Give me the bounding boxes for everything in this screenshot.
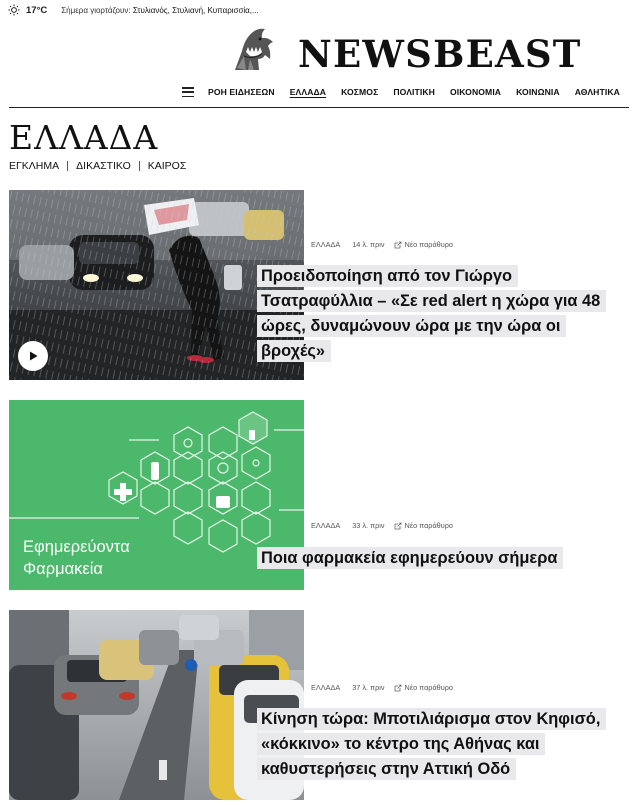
article-category[interactable]: ΕΛΛΑΔΑ — [311, 240, 341, 249]
subcategory-court[interactable]: ΔΙΚΑΣΤΙΚΟ — [76, 160, 131, 172]
nav-item-society[interactable]: ΚΟΙΝΩΝΙΑ — [516, 87, 560, 97]
nav-item-greece[interactable]: ΕΛΛΑΔΑ — [289, 87, 327, 97]
article-time: 37 λ. πριν — [352, 683, 385, 692]
headline-text: Κίνηση τώρα: Μποτιλιάρισμα στον Κηφισό, «κόκκινο» το κέντρο της Αθήνας και καθυστερήσεις στην Αττική Οδό — [257, 708, 606, 780]
namedays[interactable] — [61, 6, 258, 15]
open-new-window-link[interactable] — [394, 521, 453, 530]
article-card[interactable] — [9, 610, 629, 800]
hamburger-menu-icon[interactable] — [182, 87, 194, 97]
article-meta — [311, 683, 453, 692]
external-link-icon — [394, 241, 402, 249]
nav-item-politics[interactable]: ΠΟΛΙΤΙΚΗ — [393, 87, 435, 97]
nav-item-economy[interactable]: ΟΙΚΟΝΟΜΙΑ — [450, 87, 502, 97]
article-headline[interactable] — [257, 546, 625, 571]
article-headline[interactable] — [257, 707, 625, 782]
weather-bar — [8, 3, 259, 17]
svg-text:Φαρμακεία: Φαρμακεία — [23, 560, 103, 578]
nav-item-world[interactable]: ΚΟΣΜΟΣ — [341, 87, 379, 97]
article-meta — [311, 521, 453, 530]
header-divider — [9, 107, 629, 108]
pharmacy-image-caption — [23, 538, 130, 578]
temperature: 17°C — [26, 4, 48, 16]
article-meta — [311, 240, 453, 249]
open-new-window-link[interactable] — [394, 683, 453, 692]
article-time: 33 λ. πριν — [352, 521, 385, 530]
sun-icon — [8, 4, 20, 16]
namedays-names: Στυλιανός, Στυλιανή, Κυπαρισσία,... — [132, 5, 259, 15]
separator — [139, 161, 140, 171]
subcategory-weather[interactable]: ΚΑΙΡΟΣ — [147, 160, 187, 172]
external-link-icon — [394, 684, 402, 692]
article-category[interactable]: ΕΛΛΑΔΑ — [311, 683, 341, 692]
nav-item-news-feed[interactable]: ΡΟΗ ΕΙΔΗΣΕΩΝ — [208, 87, 275, 97]
namedays-prefix: Σήμερα γιορτάζουν: — [61, 5, 131, 15]
shark-logo-icon — [232, 26, 278, 72]
subcategory-nav — [9, 160, 186, 172]
svg-text:Εφημερεύοντα: Εφημερεύοντα — [23, 538, 130, 556]
main-nav — [182, 86, 620, 98]
article-card[interactable] — [9, 190, 629, 380]
brand-name: NEWSBEAST — [298, 32, 582, 76]
page-title: ΕΛΛΑΔΑ — [9, 118, 159, 157]
external-link-icon — [394, 522, 402, 530]
article-headline[interactable] — [257, 264, 625, 364]
nav-item-sports[interactable]: ΑΘΛΗΤΙΚΑ — [574, 87, 620, 97]
article-card[interactable] — [9, 400, 629, 590]
article-category[interactable]: ΕΛΛΑΔΑ — [311, 521, 341, 530]
play-video-button[interactable] — [18, 341, 48, 371]
separator — [67, 161, 68, 171]
article-time: 14 λ. πριν — [352, 240, 385, 249]
open-new-window-link[interactable] — [394, 240, 453, 249]
subcategory-crime[interactable]: ΕΓΚΛΗΜΑ — [9, 160, 60, 172]
headline-text: Προειδοποίηση από τον Γιώργο Τσατραφύλλια – «Σε red alert η χώρα για 48 ώρες, δυναμώνουν ώρα με την ώρα οι βροχές» — [257, 265, 606, 362]
play-icon — [27, 350, 39, 362]
headline-text: Ποια φαρμακεία εφημερεύουν σήμερα — [257, 547, 563, 569]
site-logo[interactable] — [232, 26, 582, 76]
new-window-label: Νέο παράθυρο — [404, 683, 453, 692]
new-window-label: Νέο παράθυρο — [404, 521, 453, 530]
new-window-label: Νέο παράθυρο — [404, 240, 453, 249]
